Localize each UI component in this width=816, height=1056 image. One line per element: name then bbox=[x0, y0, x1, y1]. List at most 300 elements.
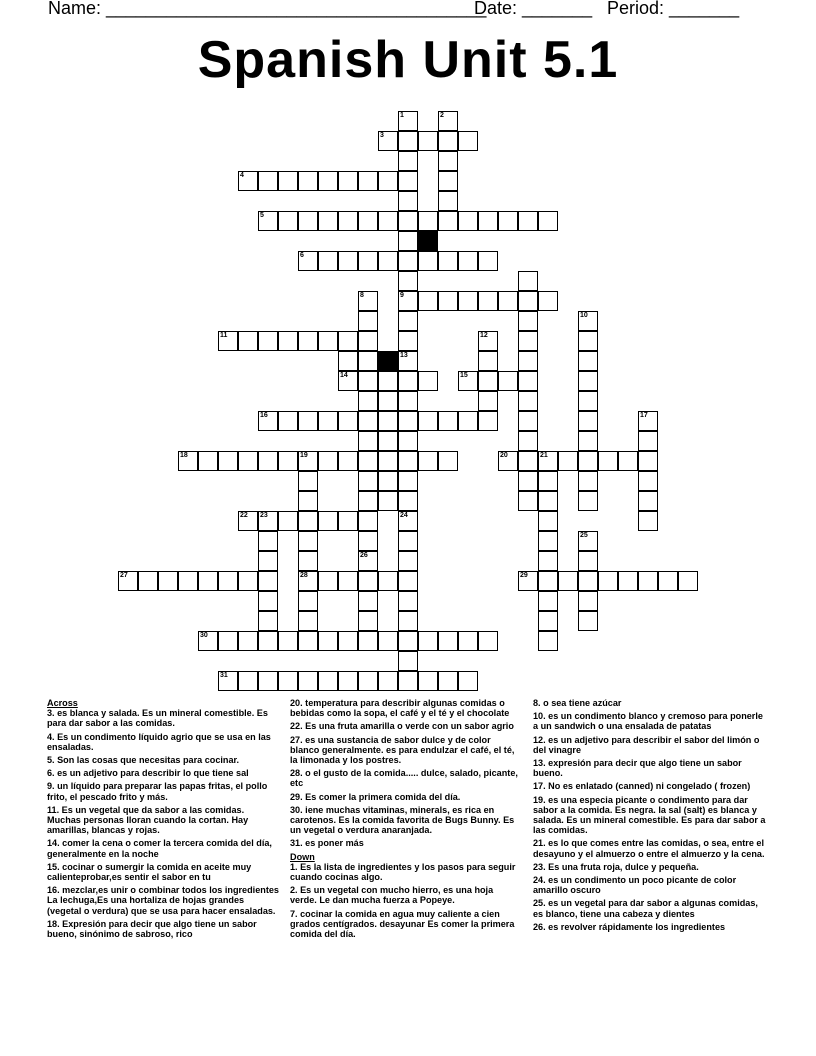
crossword-cell[interactable] bbox=[538, 451, 558, 471]
crossword-cell[interactable] bbox=[378, 451, 398, 471]
crossword-cell[interactable] bbox=[578, 591, 598, 611]
crossword-cell[interactable] bbox=[478, 391, 498, 411]
crossword-cell[interactable] bbox=[458, 671, 478, 691]
crossword-cell[interactable] bbox=[578, 471, 598, 491]
crossword-cell[interactable] bbox=[238, 451, 258, 471]
clue-item: 1. Es la lista de ingredientes y los pasos para seguir cuando cocinas algo. bbox=[290, 861, 516, 883]
crossword-cell[interactable] bbox=[358, 211, 378, 231]
clue-number: 11 bbox=[220, 332, 228, 339]
crossword-cell[interactable] bbox=[638, 571, 658, 591]
crossword-cell[interactable] bbox=[578, 351, 598, 371]
crossword-cell[interactable] bbox=[518, 351, 538, 371]
crossword-cell[interactable] bbox=[538, 531, 558, 551]
crossword-cell[interactable] bbox=[218, 331, 238, 351]
clue-number: 10 bbox=[580, 312, 588, 319]
crossword-cell[interactable] bbox=[258, 571, 278, 591]
crossword-cell[interactable] bbox=[538, 551, 558, 571]
crossword-cell[interactable] bbox=[318, 571, 338, 591]
crossword-cell[interactable] bbox=[358, 291, 378, 311]
crossword-cell[interactable] bbox=[518, 411, 538, 431]
crossword-cell[interactable] bbox=[418, 291, 438, 311]
crossword-cell[interactable] bbox=[338, 171, 358, 191]
crossword-cell[interactable] bbox=[238, 571, 258, 591]
crossword-cell[interactable] bbox=[398, 371, 418, 391]
clue-number: 14 bbox=[340, 372, 348, 379]
crossword-cell[interactable] bbox=[518, 311, 538, 331]
crossword-cell[interactable] bbox=[338, 251, 358, 271]
crossword-cell[interactable] bbox=[358, 411, 378, 431]
crossword-cell[interactable] bbox=[578, 531, 598, 551]
clue-number: 15 bbox=[460, 372, 468, 379]
crossword-cell[interactable] bbox=[278, 411, 298, 431]
crossword-cell[interactable] bbox=[378, 251, 398, 271]
clue-number: 19 bbox=[300, 452, 308, 459]
crossword-cell[interactable] bbox=[198, 451, 218, 471]
crossword-cell[interactable] bbox=[358, 591, 378, 611]
crossword-cell[interactable] bbox=[598, 571, 618, 591]
crossword-cell[interactable] bbox=[438, 131, 458, 151]
crossword-cell[interactable] bbox=[118, 571, 138, 591]
clue-item: 7. cocinar la comida en agua muy caliente a cien grados centígrados. desayunar Es comer la primera comida del día. bbox=[290, 908, 515, 940]
crossword-cell[interactable] bbox=[358, 351, 378, 371]
crossword-cell[interactable] bbox=[398, 391, 418, 411]
crossword-cell[interactable] bbox=[398, 431, 418, 451]
clue-number: 30 bbox=[200, 632, 208, 639]
crossword-cell[interactable] bbox=[538, 591, 558, 611]
crossword-cell[interactable] bbox=[378, 471, 398, 491]
clue-number: 22 bbox=[240, 512, 248, 519]
clue-number: 24 bbox=[400, 512, 408, 519]
crossword-cell[interactable] bbox=[538, 211, 558, 231]
crossword-cell[interactable] bbox=[338, 211, 358, 231]
crossword-cell[interactable] bbox=[478, 331, 498, 351]
crossword-cell[interactable] bbox=[338, 411, 358, 431]
clue-number: 27 bbox=[120, 572, 128, 579]
crossword-cell[interactable] bbox=[458, 411, 478, 431]
crossword-cell[interactable] bbox=[518, 491, 538, 511]
crossword-cell[interactable] bbox=[358, 531, 378, 551]
crossword-cell[interactable] bbox=[298, 171, 318, 191]
crossword-cell[interactable] bbox=[418, 671, 438, 691]
crossword-cell[interactable] bbox=[298, 491, 318, 511]
crossword-cell[interactable] bbox=[238, 171, 258, 191]
crossword-cell[interactable] bbox=[278, 631, 298, 651]
crossword-cell[interactable] bbox=[578, 331, 598, 351]
crossword-cell[interactable] bbox=[338, 511, 358, 531]
crossword-cell[interactable] bbox=[318, 331, 338, 351]
crossword-cell[interactable] bbox=[398, 451, 418, 471]
crossword-cell[interactable] bbox=[298, 611, 318, 631]
crossword-cell[interactable] bbox=[598, 451, 618, 471]
crossword-cell[interactable] bbox=[358, 511, 378, 531]
crossword-cell[interactable] bbox=[138, 571, 158, 591]
crossword-cell[interactable] bbox=[358, 551, 378, 571]
crossword-cell[interactable] bbox=[378, 571, 398, 591]
crossword-cell[interactable] bbox=[638, 411, 658, 431]
crossword-cell[interactable] bbox=[498, 291, 518, 311]
crossword-cell[interactable] bbox=[258, 671, 278, 691]
crossword-cell[interactable] bbox=[438, 111, 458, 131]
crossword-cell[interactable] bbox=[438, 631, 458, 651]
crossword-cell[interactable] bbox=[378, 411, 398, 431]
crossword-cell[interactable] bbox=[378, 491, 398, 511]
clue-item: 29. Es comer la primera comida del día. bbox=[290, 791, 461, 802]
clue-number: 31 bbox=[220, 672, 228, 679]
crossword-cell[interactable] bbox=[318, 451, 338, 471]
crossword-cell[interactable] bbox=[498, 211, 518, 231]
crossword-cell[interactable] bbox=[378, 631, 398, 651]
crossword-cell[interactable] bbox=[518, 331, 538, 351]
crossword-cell[interactable] bbox=[298, 471, 318, 491]
crossword-cell[interactable] bbox=[178, 451, 198, 471]
crossword-cell[interactable] bbox=[398, 151, 418, 171]
crossword-cell[interactable] bbox=[298, 331, 318, 351]
crossword-cell[interactable] bbox=[258, 631, 278, 651]
clue-item: 12. es un adjetivo para describir el sabor del limón o del vinagre bbox=[533, 734, 760, 755]
crossword-cell[interactable] bbox=[398, 331, 418, 351]
crossword-cell[interactable] bbox=[298, 631, 318, 651]
crossword-cell[interactable] bbox=[478, 291, 498, 311]
crossword-cell[interactable] bbox=[498, 451, 518, 471]
crossword-cell[interactable] bbox=[238, 631, 258, 651]
across-heading: Across bbox=[47, 698, 78, 708]
crossword-cell[interactable] bbox=[378, 391, 398, 411]
crossword-cell[interactable] bbox=[438, 451, 458, 471]
clue-item: 20. temperatura para describir algunas comidas o bebidas como la sopa, el café y el té y el chocolate bbox=[290, 698, 510, 719]
crossword-cell[interactable] bbox=[398, 291, 418, 311]
crossword-cell[interactable] bbox=[338, 671, 358, 691]
crossword-cell[interactable] bbox=[398, 571, 418, 591]
crossword-cell[interactable] bbox=[398, 191, 418, 211]
crossword-cell[interactable] bbox=[378, 131, 398, 151]
crossword-cell[interactable] bbox=[498, 371, 518, 391]
crossword-cell[interactable] bbox=[558, 571, 578, 591]
crossword-cell[interactable] bbox=[278, 171, 298, 191]
crossword-cell[interactable] bbox=[318, 511, 338, 531]
crossword-cell[interactable] bbox=[418, 211, 438, 231]
date-field[interactable]: Date: _______ bbox=[474, 0, 593, 18]
crossword-cell[interactable] bbox=[438, 191, 458, 211]
crossword-cell[interactable] bbox=[358, 251, 378, 271]
crossword-cell[interactable] bbox=[238, 511, 258, 531]
clue-item: 17. No es enlatado (canned) ni congelado ( frozen) bbox=[533, 781, 751, 792]
crossword-cell[interactable] bbox=[458, 131, 478, 151]
crossword-cell[interactable] bbox=[398, 131, 418, 151]
clue-number: 8 bbox=[360, 292, 364, 299]
crossword-cell[interactable] bbox=[398, 631, 418, 651]
crossword-cell[interactable] bbox=[298, 531, 318, 551]
crossword-cell[interactable] bbox=[358, 171, 378, 191]
crossword-cell[interactable] bbox=[638, 511, 658, 531]
crossword-cell[interactable] bbox=[398, 211, 418, 231]
crossword-cell[interactable] bbox=[378, 371, 398, 391]
crossword-cell[interactable] bbox=[378, 671, 398, 691]
clue-number: 23 bbox=[260, 512, 268, 519]
clue-item: 4. Es un condimento líquido agrio que se usa en las ensaladas. bbox=[47, 731, 271, 752]
crossword-cell[interactable] bbox=[518, 451, 538, 471]
clue-item: 10. es un condimento blanco y cremoso para ponerle a un sandwich o una ensalada de patatas bbox=[533, 711, 763, 732]
crossword-cell[interactable] bbox=[298, 571, 318, 591]
name-field[interactable]: Name: ______________________________________ bbox=[48, 0, 487, 18]
crossword-cell[interactable] bbox=[398, 491, 418, 511]
crossword-cell[interactable] bbox=[418, 251, 438, 271]
crossword-cell[interactable] bbox=[358, 571, 378, 591]
crossword-cell[interactable] bbox=[358, 491, 378, 511]
crossword-cell[interactable] bbox=[318, 631, 338, 651]
crossword-cell[interactable] bbox=[218, 631, 238, 651]
clue-item: 15. cocinar o sumergir la comida en aceite muy calienteprobar,es sentir el sabor en tu bbox=[47, 861, 252, 883]
crossword-cell[interactable] bbox=[338, 631, 358, 651]
crossword-cell[interactable] bbox=[418, 131, 438, 151]
crossword-cell[interactable] bbox=[358, 431, 378, 451]
clue-number: 3 bbox=[380, 132, 384, 139]
crossword-cell[interactable] bbox=[398, 591, 418, 611]
crossword-cell[interactable] bbox=[518, 291, 538, 311]
crossword-cell[interactable] bbox=[478, 631, 498, 651]
crossword-cell[interactable] bbox=[358, 451, 378, 471]
crossword-cell[interactable] bbox=[478, 251, 498, 271]
crossword-cell[interactable] bbox=[398, 171, 418, 191]
crossword-cell[interactable] bbox=[538, 611, 558, 631]
crossword-cell[interactable] bbox=[258, 171, 278, 191]
crossword-cell[interactable] bbox=[438, 171, 458, 191]
crossword-cell[interactable] bbox=[318, 251, 338, 271]
crossword-cell[interactable] bbox=[678, 571, 698, 591]
crossword-cell[interactable] bbox=[458, 371, 478, 391]
crossword-cell[interactable] bbox=[578, 391, 598, 411]
crossword-cell[interactable] bbox=[338, 331, 358, 351]
crossword-cell[interactable] bbox=[398, 111, 418, 131]
crossword-cell[interactable] bbox=[318, 671, 338, 691]
crossword-cell[interactable] bbox=[298, 551, 318, 571]
crossword-cell[interactable] bbox=[298, 591, 318, 611]
crossword-cell[interactable] bbox=[398, 311, 418, 331]
crossword-cell[interactable] bbox=[438, 411, 458, 431]
crossword-cell[interactable] bbox=[438, 151, 458, 171]
clues-column-2 bbox=[290, 698, 522, 942]
crossword-cell[interactable] bbox=[358, 611, 378, 631]
crossword-cell[interactable] bbox=[278, 671, 298, 691]
crossword-cell[interactable] bbox=[158, 571, 178, 591]
crossword-cell[interactable] bbox=[618, 451, 638, 471]
crossword-cell[interactable] bbox=[638, 491, 658, 511]
crossword-cell[interactable] bbox=[258, 451, 278, 471]
crossword-cell[interactable] bbox=[298, 411, 318, 431]
crossword-cell[interactable] bbox=[398, 551, 418, 571]
clue-item: 11. Es un vegetal que da sabor a las comidas. Muchas personas lloran cuando la cortan. Hay amarillas, blancas y rojas. bbox=[47, 804, 249, 836]
crossword-cell[interactable] bbox=[578, 311, 598, 331]
page-title: Spanish Unit 5.1 bbox=[197, 31, 619, 89]
crossword-cell[interactable] bbox=[538, 511, 558, 531]
crossword-cell[interactable] bbox=[418, 371, 438, 391]
crossword-cell[interactable] bbox=[258, 591, 278, 611]
crossword-cell[interactable] bbox=[298, 251, 318, 271]
crossword-cell[interactable] bbox=[238, 331, 258, 351]
crossword-cell[interactable] bbox=[358, 371, 378, 391]
crossword-cell[interactable] bbox=[518, 271, 538, 291]
crossword-cell[interactable] bbox=[538, 571, 558, 591]
clue-number: 16 bbox=[260, 412, 268, 419]
crossword-cell[interactable] bbox=[398, 611, 418, 631]
crossword-cell[interactable] bbox=[338, 371, 358, 391]
crossword-cell[interactable] bbox=[398, 651, 418, 671]
crossword-cell[interactable] bbox=[398, 531, 418, 551]
crossword-cell[interactable] bbox=[578, 571, 598, 591]
crossword-cell[interactable] bbox=[578, 431, 598, 451]
crossword-cell[interactable] bbox=[298, 671, 318, 691]
crossword-cell[interactable] bbox=[258, 611, 278, 631]
clue-item: 9. un líquido para preparar las papas fritas, el pollo frito, el pescado frito y más. bbox=[47, 781, 268, 802]
crossword-cell[interactable] bbox=[378, 171, 398, 191]
clue-item: 23. Es una fruta roja, dulce y pequeña. bbox=[533, 861, 699, 872]
crossword-cell[interactable] bbox=[278, 331, 298, 351]
crossword-cell[interactable] bbox=[418, 411, 438, 431]
crossword-cell[interactable] bbox=[538, 631, 558, 651]
clue-item: 18. Expresión para decir que algo tiene un sabor bueno, sinónimo de sabroso, rico bbox=[47, 918, 257, 940]
clue-item: 3. es blanca y salada. Es un mineral comestible. Es para dar sabor a las comidas. bbox=[47, 708, 268, 729]
clue-number: 4 bbox=[240, 172, 244, 179]
crossword-cell[interactable] bbox=[398, 511, 418, 531]
clue-item: 2. Es un vegetal con mucho hierro, es una hoja verde. Le dan mucha fuerza a Popeye. bbox=[290, 885, 494, 906]
clue-number: 12 bbox=[480, 332, 488, 339]
crossword-cell[interactable] bbox=[418, 451, 438, 471]
clue-item: 27. es una sustancia de sabor dulce y de color blanco generalmente. es para endulzar el café, el té, la limonada y los postres. bbox=[290, 734, 515, 766]
crossword-cell[interactable] bbox=[358, 311, 378, 331]
crossword-cell[interactable] bbox=[238, 671, 258, 691]
clues-column-1 bbox=[47, 698, 279, 942]
clue-item: 21. es lo que comes entre las comidas, o sea, entre el desayuno y el almuerzo o entre el almuerzo y la cena. bbox=[533, 838, 765, 859]
clue-item: 22. Es una fruta amarilla o verde con un sabor agrio bbox=[290, 721, 514, 732]
crossword-cell[interactable] bbox=[218, 451, 238, 471]
crossword-cell[interactable] bbox=[558, 451, 578, 471]
crossword-cell[interactable] bbox=[398, 271, 418, 291]
crossword-cell[interactable] bbox=[438, 291, 458, 311]
crossword-cell[interactable] bbox=[458, 631, 478, 651]
crossword-cell[interactable] bbox=[478, 371, 498, 391]
crossword-cell[interactable] bbox=[518, 371, 538, 391]
crossword-cell[interactable] bbox=[338, 571, 358, 591]
crossword-cell[interactable] bbox=[358, 391, 378, 411]
crossword-cell[interactable] bbox=[398, 251, 418, 271]
crossword-cell[interactable] bbox=[278, 211, 298, 231]
clue-item: 30. iene muchas vitaminas, minerals, es rica en carotenos. Es la comida favorita de Bugs Bunny. Es un vegetal o verdura anaranjada. bbox=[290, 804, 515, 836]
clue-item: 26. es revolver rápidamente los ingredientes bbox=[533, 921, 726, 932]
crossword-cell[interactable] bbox=[658, 571, 678, 591]
crossword-cell[interactable] bbox=[578, 611, 598, 631]
crossword-cell[interactable] bbox=[258, 511, 278, 531]
crossword-cell[interactable] bbox=[538, 491, 558, 511]
crossword-cell[interactable] bbox=[438, 671, 458, 691]
crossword-cell[interactable] bbox=[258, 211, 278, 231]
crossword-cell[interactable] bbox=[358, 631, 378, 651]
crossword-cell[interactable] bbox=[618, 571, 638, 591]
clue-number: 2 bbox=[440, 112, 444, 119]
crossword-cell[interactable] bbox=[518, 211, 538, 231]
crossword-cell[interactable] bbox=[578, 551, 598, 571]
clue-number: 29 bbox=[520, 572, 528, 579]
crossword-cell[interactable] bbox=[438, 251, 458, 271]
crossword-cell[interactable] bbox=[198, 631, 218, 651]
crossword-cell[interactable] bbox=[638, 471, 658, 491]
crossword-cell[interactable] bbox=[478, 211, 498, 231]
crossword-cell[interactable] bbox=[518, 471, 538, 491]
crossword-cell[interactable] bbox=[418, 631, 438, 651]
crossword-cell[interactable] bbox=[538, 291, 558, 311]
crossword-cell[interactable] bbox=[438, 211, 458, 231]
crossword-cell[interactable] bbox=[378, 211, 398, 231]
crossword-cell[interactable] bbox=[578, 451, 598, 471]
clue-item: 28. o el gusto de la comida..... dulce, salado, picante, etc bbox=[290, 768, 518, 789]
crossword-cell[interactable] bbox=[578, 371, 598, 391]
clue-item: 13. expresión para decir que algo tiene un sabor bueno. bbox=[533, 758, 742, 779]
crossword-cell[interactable] bbox=[578, 491, 598, 511]
crossword-cell[interactable] bbox=[298, 211, 318, 231]
crossword-cell[interactable] bbox=[358, 671, 378, 691]
crossword-cell[interactable] bbox=[538, 471, 558, 491]
crossword-cell[interactable] bbox=[518, 571, 538, 591]
crossword-cell[interactable] bbox=[258, 551, 278, 571]
crossword-cell[interactable] bbox=[398, 231, 418, 251]
crossword-cell[interactable] bbox=[318, 211, 338, 231]
crossword-cell[interactable] bbox=[218, 671, 238, 691]
clue-number: 20 bbox=[500, 452, 508, 459]
clue-number: 5 bbox=[260, 212, 264, 219]
crossword-cell[interactable] bbox=[278, 511, 298, 531]
crossword-cell[interactable] bbox=[578, 411, 598, 431]
crossword-cell[interactable] bbox=[478, 351, 498, 371]
clue-item: 6. es un adjetivo para describir lo que tiene sal bbox=[47, 768, 249, 779]
crossword-cell[interactable] bbox=[358, 471, 378, 491]
crossword-cell[interactable] bbox=[398, 351, 418, 371]
crossword-cell[interactable] bbox=[338, 451, 358, 471]
crossword-block bbox=[418, 231, 438, 251]
crossword-cell[interactable] bbox=[258, 331, 278, 351]
crossword-cell[interactable] bbox=[378, 431, 398, 451]
crossword-cell[interactable] bbox=[458, 251, 478, 271]
crossword-cell[interactable] bbox=[398, 471, 418, 491]
crossword-cell[interactable] bbox=[178, 571, 198, 591]
crossword-cell[interactable] bbox=[298, 451, 318, 471]
clue-number: 17 bbox=[640, 412, 648, 419]
clue-number: 1 bbox=[400, 112, 404, 119]
crossword-cell[interactable] bbox=[258, 411, 278, 431]
clue-item: 19. es una especia picante o condimento para dar sabor a la comida. Es negra. la sal (salt) es blanca y salada. Es un mineral comestible. Es para dar sabor a las comidas. bbox=[533, 794, 766, 836]
crossword-cell[interactable] bbox=[318, 171, 338, 191]
crossword-cell[interactable] bbox=[458, 211, 478, 231]
crossword-cell[interactable] bbox=[638, 431, 658, 451]
crossword-cell[interactable] bbox=[258, 531, 278, 551]
period-field[interactable]: Period: _______ bbox=[607, 0, 740, 18]
crossword-cell[interactable] bbox=[198, 571, 218, 591]
crossword-cell[interactable] bbox=[478, 411, 498, 431]
crossword-cell[interactable] bbox=[398, 671, 418, 691]
crossword-cell[interactable] bbox=[398, 411, 418, 431]
crossword-cell[interactable] bbox=[278, 451, 298, 471]
crossword-block bbox=[378, 351, 398, 371]
crossword-cell[interactable] bbox=[218, 571, 238, 591]
crossword-cell[interactable] bbox=[518, 431, 538, 451]
crossword-cell[interactable] bbox=[338, 351, 358, 371]
crossword-cell[interactable] bbox=[518, 391, 538, 411]
crossword-cell[interactable] bbox=[298, 511, 318, 531]
clues-column-3 bbox=[533, 698, 769, 935]
crossword-cell[interactable] bbox=[638, 451, 658, 471]
crossword-cell[interactable] bbox=[358, 331, 378, 351]
clue-number: 13 bbox=[400, 352, 408, 359]
crossword-cell[interactable] bbox=[318, 411, 338, 431]
clue-item: 25. es un vegetal para dar sabor a algunas comidas, es blanco, tiene una cabeza y dientes bbox=[533, 898, 758, 919]
crossword-cell[interactable] bbox=[458, 291, 478, 311]
